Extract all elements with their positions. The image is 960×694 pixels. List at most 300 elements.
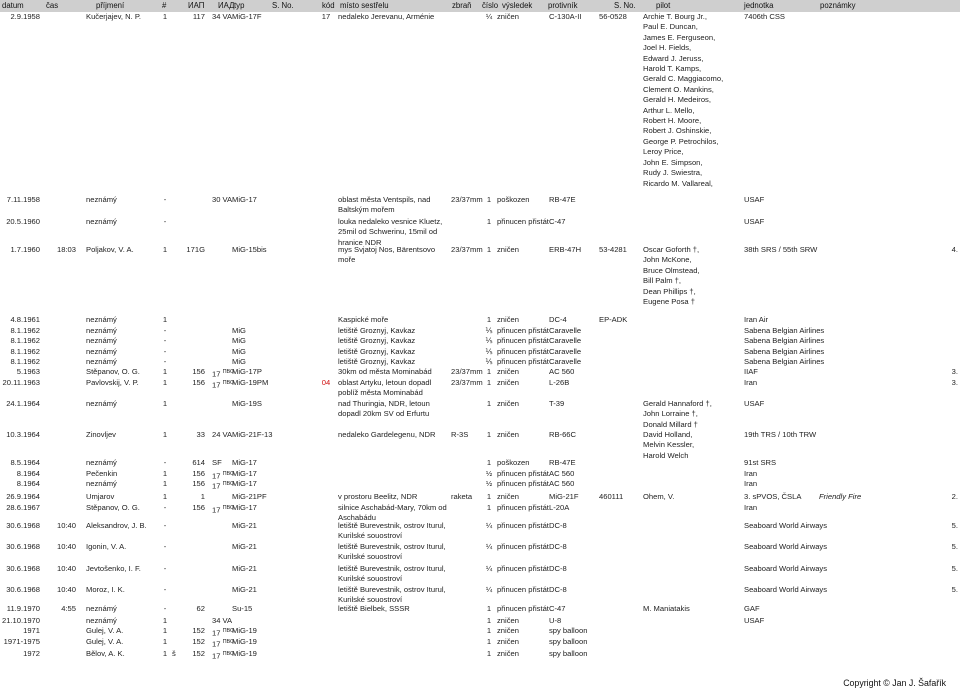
- cell-misto: letiště Burevestnik, ostrov Iturul, Kurilské souostroví: [338, 585, 446, 605]
- cell-typ: MiG-21: [232, 542, 257, 551]
- cell-cislo: ¼: [485, 521, 493, 530]
- cell-prijmeni: neznámý: [86, 604, 117, 613]
- cell-jednotka: Seaboard World Airways: [744, 564, 828, 573]
- cell-num: -: [163, 458, 167, 467]
- cell-pilot: Oscar Goforth †, John McKone, Bruce Olmstead, Bill Palm †, Dean Phillips †, Eugene Posa †: [643, 245, 700, 307]
- cell-num: -: [163, 542, 167, 551]
- cell-typ: MiG-19: [232, 637, 257, 646]
- cell-iad: 17 $^{ПВО}$: [212, 505, 235, 515]
- cell-datum: 5.1963: [16, 367, 40, 376]
- cell-datum: 10.3.1964: [6, 430, 40, 439]
- cell-prijmeni: Jevtošenko, I. F.: [86, 564, 141, 573]
- cell-misto: letiště Burevestnik, ostrov Iturul, Kurilské souostroví: [338, 564, 446, 584]
- cell-mark: š: [172, 649, 176, 658]
- cell-pilot: M. Maniatakis: [643, 604, 690, 613]
- cell-datum: 8.1.1962: [10, 347, 40, 356]
- cell-iap: 156: [192, 469, 205, 478]
- cell-protivnik: spy balloon: [549, 649, 588, 658]
- cell-num: 1: [162, 637, 168, 646]
- cell-num: -: [163, 503, 167, 512]
- cell-protivnik: L-26B: [549, 378, 570, 387]
- cell-cislo: 1: [486, 217, 492, 226]
- cell-misto: v prostoru Beelitz, NDR: [338, 492, 418, 501]
- cell-iap: 156: [192, 378, 205, 387]
- cell-typ: MiG-19: [232, 626, 257, 635]
- cell-vysledek: přinucen přistát: [497, 357, 549, 366]
- cell-jednotka: Iran: [744, 469, 758, 478]
- cell-vysledek: přinucen přistát: [497, 503, 549, 512]
- cell-iap: 152: [192, 626, 205, 635]
- cell-cislo: ⅕: [485, 336, 493, 345]
- cell-prijmeni: neznámý: [86, 326, 117, 335]
- cell-typ: MiG-21F-13: [232, 430, 273, 439]
- cell-prijmeni: Poljakov, V. A.: [86, 245, 134, 254]
- cell-misto: letiště Groznyj, Kavkaz: [338, 347, 416, 356]
- cell-cas: 4:55: [61, 604, 76, 613]
- cell-misto: silnice Aschabád-Mary, 70km od Aschabádu: [338, 503, 447, 523]
- cell-num: 1: [162, 399, 168, 408]
- cell-datum: 8.1964: [16, 469, 40, 478]
- cell-datum: 26.9.1964: [6, 492, 40, 501]
- cell-vysledek: zničen: [497, 492, 519, 501]
- header-col-10: zbraň: [452, 1, 472, 10]
- header-col-13: protivník: [548, 1, 578, 10]
- cell-vysledek: poškozen: [497, 458, 530, 467]
- cell-cislo: 1: [486, 195, 492, 204]
- cell-vysledek: zničen: [497, 12, 519, 21]
- cell-typ: MiG-21: [232, 521, 257, 530]
- cell-iap: 1: [200, 492, 205, 501]
- cell-cislo: 1: [486, 604, 492, 613]
- cell-prijmeni: neznámý: [86, 336, 117, 345]
- cell-vysledek: zničen: [497, 245, 519, 254]
- cell-datum: 1.7.1960: [10, 245, 40, 254]
- cell-zbran: raketa: [451, 492, 473, 501]
- cell-num: -: [163, 521, 167, 530]
- cell-prijmeni: neznámý: [86, 315, 117, 324]
- cell-protivnik: AC 560: [549, 479, 575, 488]
- cell-pozn: 4.: [951, 245, 958, 254]
- cell-iad: 17 $^{ПВО}$: [212, 481, 235, 491]
- cell-num: 1: [162, 367, 168, 376]
- header-col-2: příjmení: [96, 1, 125, 10]
- cell-zbran: 23/37mm: [451, 195, 483, 204]
- cell-jednotka: GAF: [744, 604, 760, 613]
- cell-zbran: R-3S: [451, 430, 469, 439]
- cell-num: -: [163, 217, 167, 226]
- cell-cas: 10:40: [56, 521, 76, 530]
- cell-protivnik: DC-8: [549, 564, 567, 573]
- cell-num: 1: [162, 479, 168, 488]
- cell-typ: MiG: [232, 326, 246, 335]
- cell-datum: 1972: [23, 649, 40, 658]
- cell-misto: mys Svjatoj Nos, Bärentsovo moře: [338, 245, 436, 265]
- cell-iad: 17 $^{ПВО}$: [212, 380, 235, 390]
- cell-datum: 8.1964: [16, 479, 40, 488]
- cell-iad: 17 $^{ПВО}$: [212, 651, 235, 661]
- header-col-8: kód: [322, 1, 335, 10]
- cell-misto: letiště Burevestnik, ostrov Iturul, Kurilské souostroví: [338, 542, 446, 562]
- cell-pozn: 5.: [951, 585, 958, 594]
- cell-iap: 171G: [186, 245, 205, 254]
- cell-misto: letiště Burevestnik, ostrov Iturul, Kurilské souostroví: [338, 521, 446, 541]
- cell-prijmeni: Zinovljev: [86, 430, 116, 439]
- cell-pozn: 5.: [951, 564, 958, 573]
- cell-num: 1: [162, 430, 168, 439]
- cell-protivnik: ERB-47H: [549, 245, 582, 254]
- cell-misto: nad Thuringia, NDR, letoun dopadl 20km SV od Erfurtu: [338, 399, 430, 419]
- cell-jednotka: Iran: [744, 479, 758, 488]
- cell-misto: letiště Groznyj, Kavkaz: [338, 326, 416, 335]
- cell-cislo: 1: [486, 378, 492, 387]
- cell-cislo: 1: [486, 503, 492, 512]
- cell-cislo: 1: [486, 637, 492, 646]
- cell-jednotka: Iran Air: [744, 315, 769, 324]
- cell-misto: letiště Bielbek, SSSR: [338, 604, 410, 613]
- cell-pozn: 2.: [951, 492, 958, 501]
- cell-datum: 1971-1975: [3, 637, 40, 646]
- cell-datum: 7.11.1958: [6, 195, 40, 204]
- cell-prijmeni: Kučerjajev, N. P.: [86, 12, 142, 21]
- cell-prijmeni: Igonin, V. A.: [86, 542, 127, 551]
- cell-prijmeni: neznámý: [86, 458, 117, 467]
- cell-cas: 10:40: [56, 585, 76, 594]
- cell-cas: 10:40: [56, 564, 76, 573]
- cell-jednotka: Seaboard World Airways: [744, 585, 828, 594]
- cell-pilot: Gerald Hannaford †, John Lorraine †, Donald Millard †: [643, 399, 712, 429]
- cell-pozn: 3.: [951, 378, 958, 387]
- cell-typ: MiG: [232, 336, 246, 345]
- cell-jednotka: IIAF: [744, 367, 758, 376]
- cell-datum: 20.5.1960: [6, 217, 40, 226]
- cell-misto: oblast Artyku, letoun dopadl poblíž města Mominabád: [338, 378, 432, 398]
- cell-typ: MiG-17F: [232, 12, 262, 21]
- header-col-1: čas: [46, 1, 59, 10]
- cell-iap: 156: [192, 367, 205, 376]
- cell-kod: 04: [321, 378, 331, 387]
- cell-iap: 117: [192, 12, 205, 21]
- cell-prijmeni: Umjarov: [86, 492, 115, 501]
- cell-num: 1: [162, 492, 168, 501]
- cell-num: 1: [162, 616, 168, 625]
- cell-misto: louka nedaleko vesnice Kluetz, 25mil od Schwerinu, 15mil od hranice NDR: [338, 217, 443, 247]
- cell-typ: MiG-21PF: [232, 492, 267, 501]
- cell-vysledek: přinucen přistát: [497, 326, 549, 335]
- cell-protivnik: RB-47E: [549, 195, 576, 204]
- cell-prijmeni: Stěpanov, O. G.: [86, 503, 140, 512]
- cell-vysledek: přinucen přistát: [497, 585, 549, 594]
- cell-sno2: 56-0528: [599, 12, 627, 21]
- cell-iad: SF: [212, 458, 222, 467]
- cell-num: -: [163, 585, 167, 594]
- cell-vysledek: zničen: [497, 399, 519, 408]
- cell-cislo: 1: [486, 458, 492, 467]
- cell-protivnik: spy balloon: [549, 637, 588, 646]
- header-col-14: S. No.: [614, 1, 636, 10]
- cell-misto: oblast města Ventspils, nad Baltským mořem: [338, 195, 431, 215]
- cell-iap: 152: [192, 649, 205, 658]
- cell-vysledek: zničen: [497, 626, 519, 635]
- cell-cislo: 1: [486, 492, 492, 501]
- header-col-0: datum: [2, 1, 24, 10]
- header-col-7: S. No.: [272, 1, 294, 10]
- cell-datum: 1971: [23, 626, 40, 635]
- cell-protivnik: Caravelle: [549, 336, 582, 345]
- cell-protivnik: DC-8: [549, 585, 567, 594]
- cell-prijmeni: Gulej, V. A.: [86, 626, 124, 635]
- cell-jednotka: 91st SRS: [744, 458, 777, 467]
- cell-iad: 17 $^{ПВО}$: [212, 369, 235, 379]
- cell-typ: MiG-17: [232, 503, 257, 512]
- cell-pilot: Archie T. Bourg Jr., Paul E. Duncan, James E. Ferguseon, Joel H. Fields, Edward J. Jeruss, Harold T. Kamps, Gerald C. Maggiacomo, Clement O. Mankins, Gerald H. Medeiros, Arthur L. Mello, Robert H. Moore, Robert J. Oshinskie, George P. Petrochilos, Leroy Price, John E. Simpson, Rudy J. Swiestra, Ricardo M. Vallareal,: [643, 12, 724, 188]
- cell-cislo: ½: [485, 479, 493, 488]
- cell-num: 1: [162, 626, 168, 635]
- cell-protivnik: AC 560: [549, 469, 575, 478]
- header-col-4: ИАП: [188, 1, 205, 10]
- cell-jednotka: USAF: [744, 616, 765, 625]
- cell-datum: 8.1.1962: [10, 357, 40, 366]
- cell-iad: 30 VA: [212, 195, 233, 204]
- cell-typ: MiG-19PM: [232, 378, 269, 387]
- cell-cislo: ⅕: [485, 357, 493, 366]
- cell-typ: MiG-17P: [232, 367, 262, 376]
- cell-cislo: 1: [486, 315, 492, 324]
- cell-jednotka: Sabena Belgian Airlines: [744, 347, 825, 356]
- cell-protivnik: DC-8: [549, 542, 567, 551]
- cell-iap: 33: [196, 430, 205, 439]
- cell-cas: 10:40: [56, 542, 76, 551]
- cell-num: -: [163, 195, 167, 204]
- header-col-16: jednotka: [744, 1, 774, 10]
- cell-vysledek: zničen: [497, 315, 519, 324]
- cell-zbran: 23/37mm: [451, 367, 483, 376]
- cell-datum: 8.1.1962: [10, 336, 40, 345]
- cell-vysledek: přinucen přistát: [497, 347, 549, 356]
- cell-protivnik: T-39: [549, 399, 565, 408]
- cell-vysledek: zničen: [497, 367, 519, 376]
- cell-cislo: ¼: [485, 564, 493, 573]
- cell-num: 1: [162, 245, 168, 254]
- cell-iap: 156: [192, 503, 205, 512]
- cell-prijmeni: Aleksandrov, J. B.: [86, 521, 147, 530]
- cell-typ: MiG-17: [232, 195, 257, 204]
- cell-typ: MiG-17: [232, 469, 257, 478]
- cell-vysledek: zničen: [497, 616, 519, 625]
- cell-protivnik: spy balloon: [549, 626, 588, 635]
- cell-jednotka: 19th TRS / 10th TRW: [744, 430, 817, 439]
- cell-cislo: ⅕: [485, 347, 493, 356]
- cell-datum: 30.6.1968: [6, 542, 40, 551]
- column-header-bar: [0, 0, 960, 12]
- cell-typ: Su-15: [232, 604, 253, 613]
- cell-protivnik: C-47: [549, 604, 566, 613]
- cell-vysledek: zničen: [497, 637, 519, 646]
- cell-typ: MiG-19S: [232, 399, 262, 408]
- cell-prijmeni: neznámý: [86, 616, 117, 625]
- cell-cislo: 1: [486, 649, 492, 658]
- cell-jednotka: Seaboard World Airways: [744, 521, 828, 530]
- cell-iad: 24 VA: [212, 430, 233, 439]
- cell-prijmeni: Pečenkin: [86, 469, 118, 478]
- cell-protivnik: AC 560: [549, 367, 575, 376]
- cell-vysledek: zničen: [497, 649, 519, 658]
- cell-num: 1: [162, 12, 168, 21]
- cell-prijmeni: neznámý: [86, 357, 117, 366]
- cell-datum: 8.5.1964: [10, 458, 40, 467]
- cell-jednotka: 38th SRS / 55th SRW: [744, 245, 818, 254]
- cell-vysledek: přinucen přistát: [497, 564, 549, 573]
- cell-iap: 614: [192, 458, 205, 467]
- cell-typ: MiG: [232, 357, 246, 366]
- cell-jednotka: Iran: [744, 503, 758, 512]
- copyright-note: Copyright © Jan J. Šafařík: [843, 678, 946, 688]
- cell-protivnik: RB-47E: [549, 458, 576, 467]
- cell-vysledek: přinucen přistát: [497, 542, 549, 551]
- cell-vysledek: přinucen přistát: [497, 479, 549, 488]
- cell-typ: MiG-21: [232, 585, 257, 594]
- cell-cislo: ⅕: [485, 326, 493, 335]
- cell-datum: 30.6.1968: [6, 521, 40, 530]
- cell-cislo: 1: [486, 245, 492, 254]
- cell-protivnik: DC-4: [549, 315, 567, 324]
- cell-vysledek: poškozen: [497, 195, 530, 204]
- cell-typ: MiG-21: [232, 564, 257, 573]
- cell-iad: 34 VA: [212, 12, 233, 21]
- cell-vysledek: zničen: [497, 430, 519, 439]
- cell-jednotka: Sabena Belgian Airlines: [744, 326, 825, 335]
- cell-iad: 34 VA: [212, 616, 233, 625]
- cell-jednotka: Sabena Belgian Airlines: [744, 357, 825, 366]
- cell-jednotka: Iran: [744, 378, 758, 387]
- cell-protivnik: RB-66C: [549, 430, 577, 439]
- cell-prijmeni: neznámý: [86, 479, 117, 488]
- header-col-11: číslo: [482, 1, 499, 10]
- cell-cislo: 1: [486, 626, 492, 635]
- cell-misto: Kaspické moře: [338, 315, 389, 324]
- cell-protivnik: C-47: [549, 217, 566, 226]
- cell-jednotka: 7406th CSS: [744, 12, 785, 21]
- cell-prijmeni: neznámý: [86, 217, 117, 226]
- header-col-17: poznámky: [820, 1, 856, 10]
- cell-typ: MiG: [232, 347, 246, 356]
- cell-sno2: EP-ADK: [599, 315, 628, 324]
- cell-num: 1: [162, 469, 168, 478]
- cell-sno2: 53-4281: [599, 245, 627, 254]
- cell-cislo: 1: [486, 367, 492, 376]
- cell-misto: 30km od města Mominabád: [338, 367, 432, 376]
- cell-jednotka: Seaboard World Airways: [744, 542, 828, 551]
- cell-jednotka: USAF: [744, 217, 765, 226]
- cell-pozn: 5.: [951, 542, 958, 551]
- cell-kod: 17: [321, 12, 331, 21]
- cell-misto: nedaleko Jerevanu, Arménie: [338, 12, 435, 21]
- cell-iap: 152: [192, 637, 205, 646]
- cell-num: -: [163, 357, 167, 366]
- cell-datum: 20.11.1963: [2, 378, 40, 387]
- cell-protivnik: Caravelle: [549, 347, 582, 356]
- cell-vysledek: přinucen přistát: [497, 521, 549, 530]
- cell-prijmeni: neznámý: [86, 195, 117, 204]
- cell-prijmeni: Pavlovskij, V. P.: [86, 378, 139, 387]
- cell-datum: 4.8.1961: [10, 315, 40, 324]
- cell-protivnik: Caravelle: [549, 326, 582, 335]
- cell-typ: MiG-17: [232, 479, 257, 488]
- cell-cas: 18:03: [56, 245, 76, 254]
- cell-protivnik: C-130A-II: [549, 12, 582, 21]
- cell-prijmeni: Moroz, I. K.: [86, 585, 125, 594]
- cell-vysledek: přinucen přistát: [497, 469, 549, 478]
- cell-num: -: [163, 347, 167, 356]
- cell-typ: MiG-15bis: [232, 245, 267, 254]
- cell-sno2: 460111: [599, 492, 624, 501]
- cell-zbran: 23/37mm: [451, 378, 483, 387]
- cell-vysledek: přinucen přistát: [497, 336, 549, 345]
- cell-jednotka: Sabena Belgian Airlines: [744, 336, 825, 345]
- cell-pilot: David Holland, Melvin Kessler, Harold Welch: [643, 430, 695, 460]
- cell-num: 1: [162, 649, 168, 658]
- cell-num: -: [163, 564, 167, 573]
- header-col-12: výsledek: [502, 1, 533, 10]
- cell-vysledek: přinucen přistát: [497, 217, 549, 226]
- cell-misto: letiště Groznyj, Kavkaz: [338, 357, 416, 366]
- cell-protivnik: L-20A: [549, 503, 570, 512]
- cell-vysledek: přinucen přistát: [497, 604, 549, 613]
- cell-cislo: 1: [486, 616, 492, 625]
- cell-num: 1: [162, 378, 168, 387]
- header-col-6: typ: [234, 1, 245, 10]
- cell-prijmeni: Bělov, A. K.: [86, 649, 125, 658]
- cell-vysledek: zničen: [497, 378, 519, 387]
- cell-typ: MiG-19: [232, 649, 257, 658]
- cell-datum: 11.9.1970: [6, 604, 40, 613]
- cell-zbran: 23/37mm: [451, 245, 483, 254]
- cell-pozn: 3.: [951, 367, 958, 376]
- cell-num: -: [163, 336, 167, 345]
- cell-datum: 30.6.1968: [6, 564, 40, 573]
- cell-iad: 17 $^{ПВО}$: [212, 471, 235, 481]
- cell-jednotka: USAF: [744, 195, 765, 204]
- cell-pozn: 5.: [951, 521, 958, 530]
- cell-jednotka: 3. sPVOS, ČSLA: [744, 492, 802, 501]
- cell-iad: 17 $^{ПВО}$: [212, 639, 235, 649]
- cell-pozn_i: Friendly Fire: [819, 492, 862, 501]
- cell-num: -: [163, 326, 167, 335]
- cell-protivnik: DC-8: [549, 521, 567, 530]
- header-col-5: ИАД: [218, 1, 235, 10]
- cell-cislo: 1: [486, 399, 492, 408]
- cell-datum: 28.6.1967: [6, 503, 40, 512]
- cell-datum: 8.1.1962: [10, 326, 40, 335]
- cell-cislo: ½: [485, 469, 493, 478]
- cell-datum: 30.6.1968: [6, 585, 40, 594]
- cell-prijmeni: Gulej, V. A.: [86, 637, 124, 646]
- cell-prijmeni: neznámý: [86, 399, 117, 408]
- cell-protivnik: U-8: [549, 616, 562, 625]
- cell-cislo: ¼: [485, 585, 493, 594]
- header-col-3: #: [162, 1, 167, 10]
- cell-iap: 62: [196, 604, 205, 613]
- cell-jednotka: USAF: [744, 399, 765, 408]
- cell-iad: 17 $^{ПВО}$: [212, 628, 235, 638]
- cell-datum: 24.1.1964: [6, 399, 40, 408]
- cell-num: -: [163, 604, 167, 613]
- cell-prijmeni: neznámý: [86, 347, 117, 356]
- cell-pilot: Ohem, V.: [643, 492, 675, 501]
- cell-protivnik: Caravelle: [549, 357, 582, 366]
- cell-protivnik: MiG-21F: [549, 492, 579, 501]
- cell-cislo: ¼: [485, 12, 493, 21]
- cell-iap: 156: [192, 479, 205, 488]
